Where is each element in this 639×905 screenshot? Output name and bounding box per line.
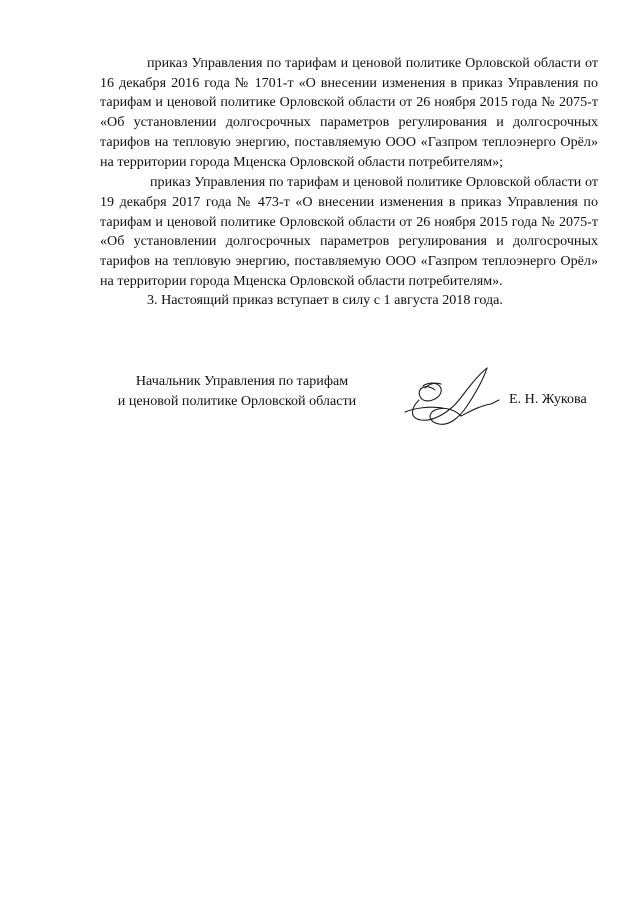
signatory-name: Е. Н. Жукова	[509, 391, 587, 407]
signatory-title	[112, 372, 362, 411]
paragraph-order-473: приказ Управления по тарифам и ценовой политике Орловской области от 19 декабря 2017 года № 473-т «О внесении изменения в приказ Управления по тарифам и ценовой политике Орловской области от 26 ноября 2015 года № 2075-т «Об установлении долгосрочных параметров регулирования и долгосрочных тарифов на тепловую энергию, поставляемую ООО «Газпром теплоэнерго Орёл» на территории города Мценска Орловской области потребителям».	[100, 174, 598, 289]
paragraph-order-1701: приказ Управления по тарифам и ценовой политике Орловской области от 16 декабря 2016 года № 1701-т «О внесении изменения в приказ Управления по тарифам и ценовой политике Орловской области от 26 ноября 2015 года № 2075-т «Об установлении долгосрочных параметров регулирования и долгосрочных тарифов на тепловую энергию, поставляемую ООО «Газпром теплоэнерго Орёл» на территории города Мценска Орловской области потребителям»;	[100, 55, 598, 170]
signature-block	[0, 350, 639, 440]
signatory-title-line2: и ценовой политике Орловской области	[117, 392, 357, 409]
document-body	[100, 54, 598, 311]
signatory-title-line1: Начальник Управления по тарифам	[135, 373, 349, 389]
handwritten-signature	[395, 360, 505, 440]
paragraph-effective-date: 3. Настоящий приказ вступает в силу с 1 августа 2018 года.	[147, 292, 503, 309]
